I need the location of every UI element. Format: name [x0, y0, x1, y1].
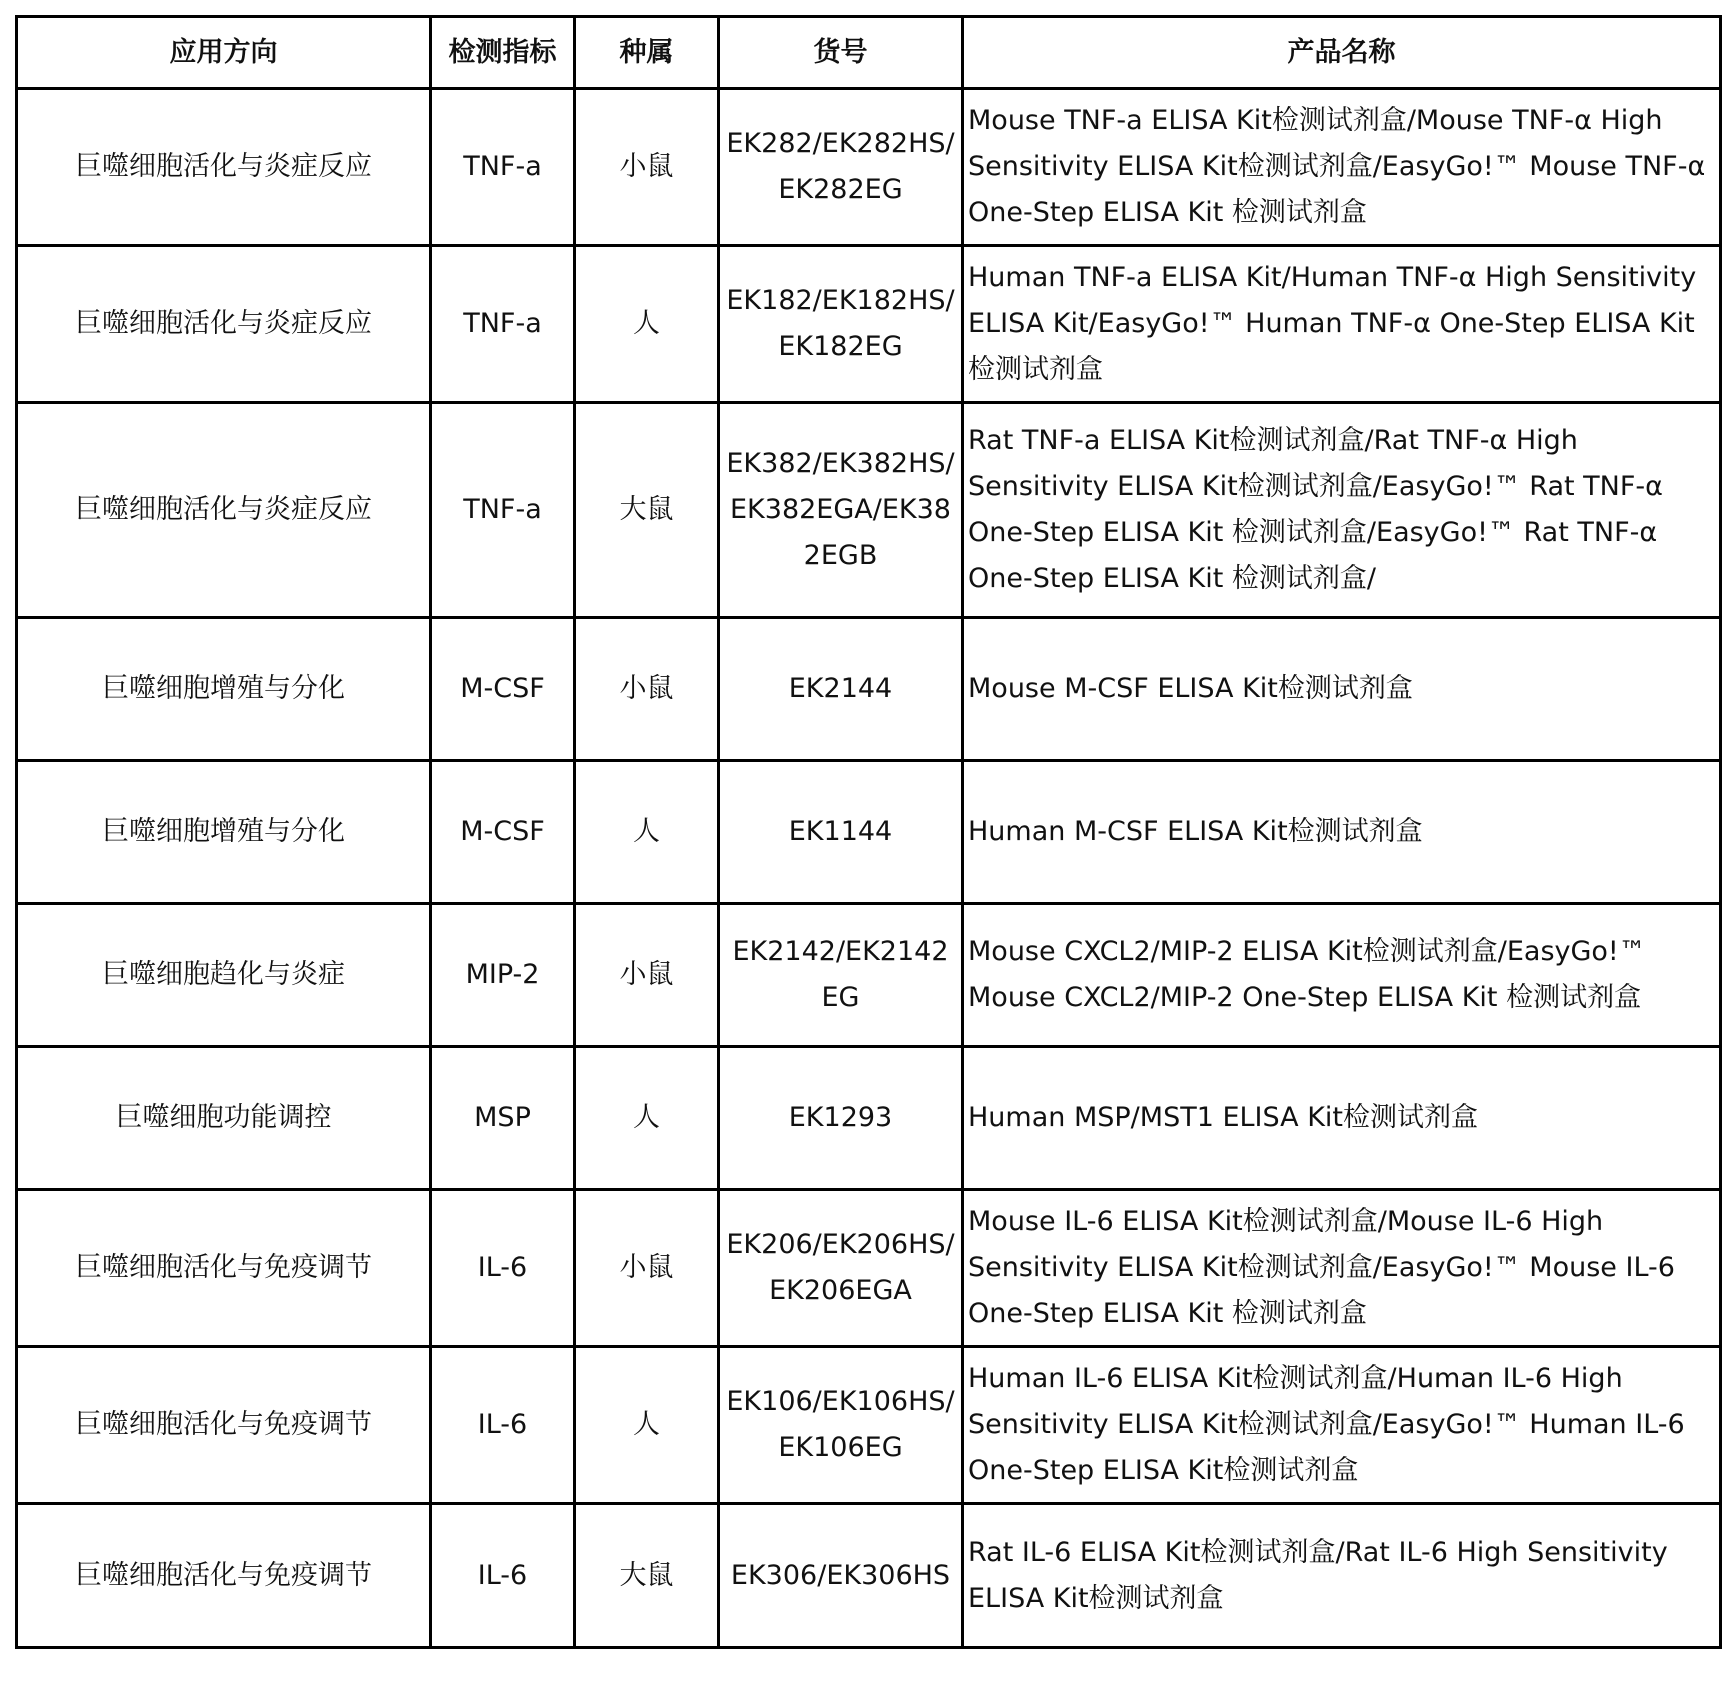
cell-product-name: Mouse M-CSF ELISA Kit检测试剂盒	[963, 618, 1721, 761]
cell-product-name: Mouse CXCL2/MIP-2 ELISA Kit检测试剂盒/EasyGo!™ Mouse CXCL2/MIP-2 One-Step ELISA Kit 检测试剂盒	[963, 904, 1721, 1047]
table-header	[17, 17, 1721, 89]
cell-product-name: Mouse TNF-a ELISA Kit检测试剂盒/Mouse TNF-α High Sensitivity ELISA Kit检测试剂盒/EasyGo!™ Mouse TNF-α One-Step ELISA Kit 检测试剂盒	[963, 89, 1721, 246]
cell-indicator: M-CSF	[431, 618, 575, 761]
cell-indicator: M-CSF	[431, 761, 575, 904]
cell-product-name: Human TNF-a ELISA Kit/Human TNF-α High Sensitivity ELISA Kit/EasyGo!™ Human TNF-α One-Step ELISA Kit检测试剂盒	[963, 246, 1721, 403]
table-row	[17, 618, 1721, 761]
cell-species: 人	[575, 246, 719, 403]
table-row	[17, 89, 1721, 246]
cell-catalog: EK306/EK306HS	[719, 1504, 963, 1648]
table-row	[17, 246, 1721, 403]
table-row	[17, 1504, 1721, 1648]
cell-species: 大鼠	[575, 403, 719, 618]
cell-indicator: TNF-a	[431, 89, 575, 246]
header-indicator: 检测指标	[431, 17, 575, 89]
cell-application: 巨噬细胞增殖与分化	[17, 618, 431, 761]
header-species: 种属	[575, 17, 719, 89]
cell-species: 小鼠	[575, 618, 719, 761]
cell-catalog: EK382/EK382HS/EK382EGA/EK382EGB	[719, 403, 963, 618]
header-application: 应用方向	[17, 17, 431, 89]
table-row	[17, 1347, 1721, 1504]
product-table	[15, 15, 1722, 1649]
cell-application: 巨噬细胞活化与炎症反应	[17, 403, 431, 618]
cell-species: 小鼠	[575, 89, 719, 246]
cell-catalog: EK206/EK206HS/EK206EGA	[719, 1190, 963, 1347]
header-catalog: 货号	[719, 17, 963, 89]
cell-catalog: EK182/EK182HS/EK182EG	[719, 246, 963, 403]
cell-indicator: IL-6	[431, 1504, 575, 1648]
cell-species: 小鼠	[575, 1190, 719, 1347]
cell-application: 巨噬细胞活化与炎症反应	[17, 89, 431, 246]
table-row	[17, 904, 1721, 1047]
cell-indicator: MIP-2	[431, 904, 575, 1047]
cell-product-name: Human IL-6 ELISA Kit检测试剂盒/Human IL-6 High Sensitivity ELISA Kit检测试剂盒/EasyGo!™ Human IL-6 One-Step ELISA Kit检测试剂盒	[963, 1347, 1721, 1504]
cell-indicator: MSP	[431, 1047, 575, 1190]
cell-species: 人	[575, 1047, 719, 1190]
table-row	[17, 403, 1721, 618]
cell-product-name: Rat TNF-a ELISA Kit检测试剂盒/Rat TNF-α High Sensitivity ELISA Kit检测试剂盒/EasyGo!™ Rat TNF-α One-Step ELISA Kit 检测试剂盒/EasyGo!™ Rat TNF-α One-Step ELISA Kit 检测试剂盒/	[963, 403, 1721, 618]
cell-application: 巨噬细胞活化与炎症反应	[17, 246, 431, 403]
table-row	[17, 761, 1721, 904]
cell-application: 巨噬细胞趋化与炎症	[17, 904, 431, 1047]
cell-indicator: IL-6	[431, 1347, 575, 1504]
cell-product-name: Mouse IL-6 ELISA Kit检测试剂盒/Mouse IL-6 High Sensitivity ELISA Kit检测试剂盒/EasyGo!™ Mouse IL-6 One-Step ELISA Kit 检测试剂盒	[963, 1190, 1721, 1347]
cell-catalog: EK2144	[719, 618, 963, 761]
header-product-name: 产品名称	[963, 17, 1721, 89]
cell-species: 大鼠	[575, 1504, 719, 1648]
cell-species: 人	[575, 761, 719, 904]
cell-catalog: EK1144	[719, 761, 963, 904]
cell-indicator: TNF-a	[431, 403, 575, 618]
cell-application: 巨噬细胞活化与免疫调节	[17, 1190, 431, 1347]
cell-catalog: EK106/EK106HS/EK106EG	[719, 1347, 963, 1504]
header-row	[17, 17, 1721, 89]
cell-product-name: Human M-CSF ELISA Kit检测试剂盒	[963, 761, 1721, 904]
cell-product-name: Rat IL-6 ELISA Kit检测试剂盒/Rat IL-6 High Sensitivity ELISA Kit检测试剂盒	[963, 1504, 1721, 1648]
cell-application: 巨噬细胞活化与免疫调节	[17, 1347, 431, 1504]
cell-indicator: TNF-a	[431, 246, 575, 403]
cell-application: 巨噬细胞增殖与分化	[17, 761, 431, 904]
cell-species: 小鼠	[575, 904, 719, 1047]
table-row	[17, 1047, 1721, 1190]
cell-indicator: IL-6	[431, 1190, 575, 1347]
table-body	[17, 89, 1721, 1648]
cell-catalog: EK282/EK282HS/EK282EG	[719, 89, 963, 246]
cell-application: 巨噬细胞功能调控	[17, 1047, 431, 1190]
cell-application: 巨噬细胞活化与免疫调节	[17, 1504, 431, 1648]
table-row	[17, 1190, 1721, 1347]
cell-species: 人	[575, 1347, 719, 1504]
cell-product-name: Human MSP/MST1 ELISA Kit检测试剂盒	[963, 1047, 1721, 1190]
cell-catalog: EK1293	[719, 1047, 963, 1190]
cell-catalog: EK2142/EK2142EG	[719, 904, 963, 1047]
